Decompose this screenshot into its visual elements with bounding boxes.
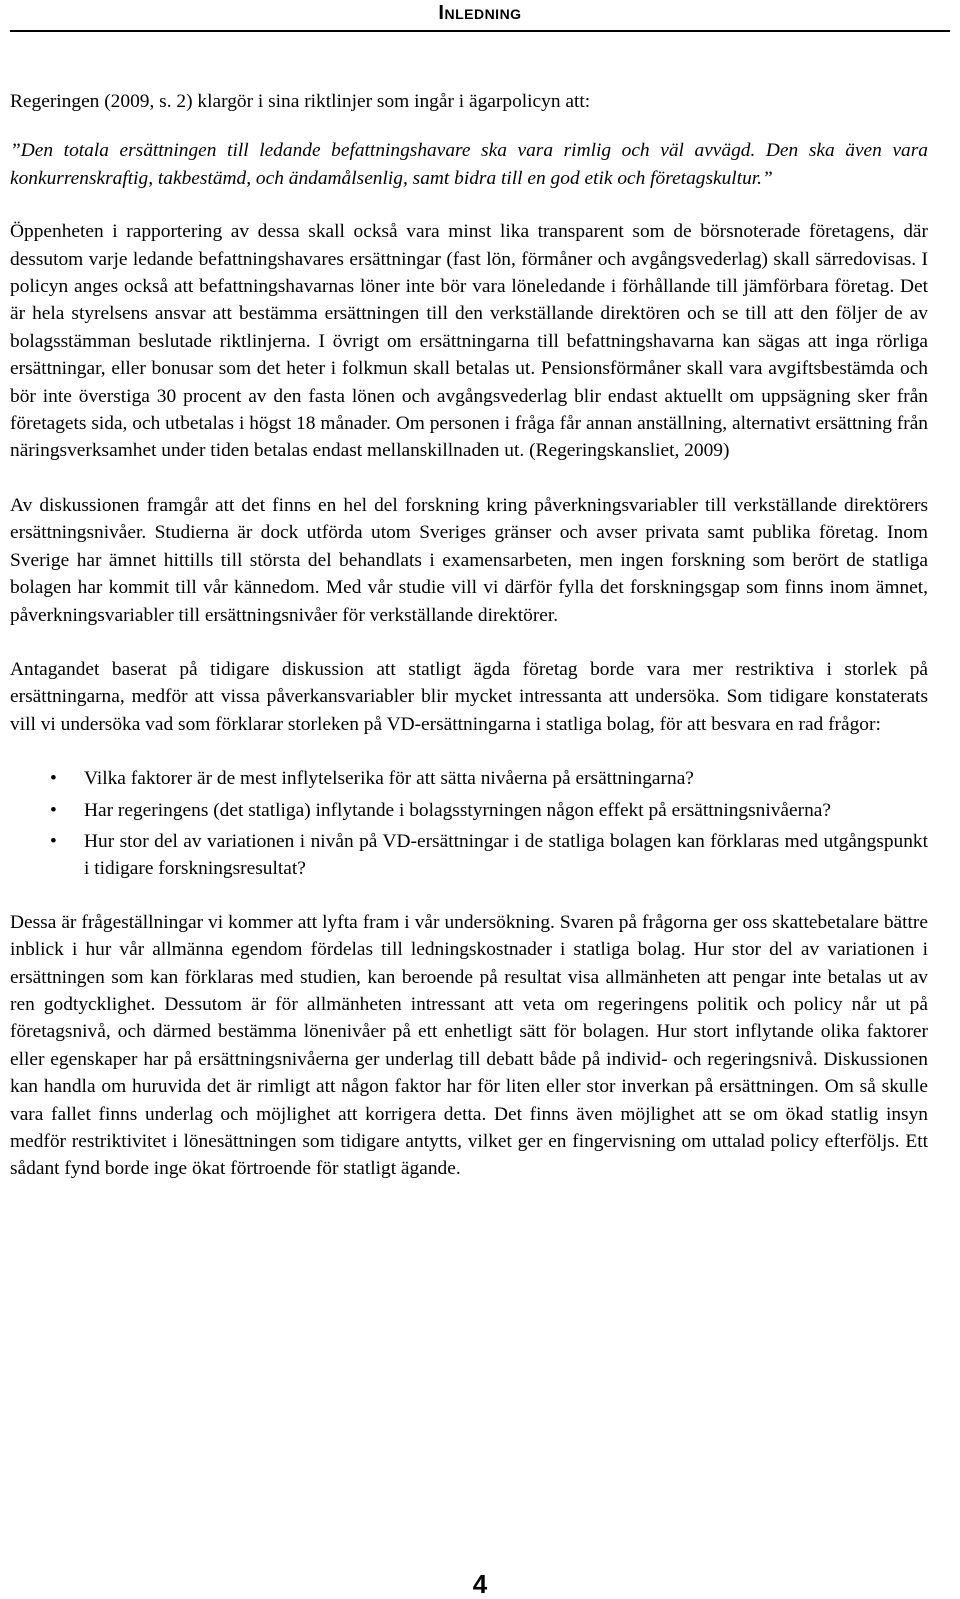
paragraph-conclusion: Dessa är frågeställningar vi kommer att lyfta fram i vår undersökning. Svaren på frågorna ger oss skattebetalare bättre inblick i hur vår allmänna egendom fördelas till ledningskostnader i statliga bolag. Hur stor del av variationen i ersättningen som kan förklaras med studien, kan beroende på resultat visa allmänheten att pengar inte betalas ut av ren godtycklighet. Dessutom är för allmänheten intressant att veta om regeringens politik och policy når ut på företagsnivå, och därmed bestämma lönenivåer på ett enhetligt sätt för bolagen. Hur stort inflytande olika faktorer eller egenskaper har på ersättningsnivåerna ger underlag till debatt både på individ- och regeringsnivå. Diskussionen kan handla om huruvida det är rimligt att någon faktor har för liten eller stor inverkan på ersättningen. Om så skulle vara fallet finns underlag och möjlighet att korrigera detta. Det finns även möjlighet att se om ökad statlig insyn medför restriktivitet i lönesättningen som tidigare antytts, vilket ger en fingervisning om uttalad policy efterföljs. Ett sådant fynd borde inge ökat förtroende för statligt ägande. [10,911,928,1180]
list-item [10,765,928,792]
paragraph-assumption: Antagandet baserat på tidigare diskussion att statligt ägda företag borde vara mer restriktiva i storlek på ersättningarna, medför att vissa påverkansvariabler blir mycket intressanta att undersöka. Som tidigare konstaterats vill vi undersöka vad som förklarar storleken på VD-ersättningarna i statliga bolag, för att besvara en rad frågor: [10,658,928,735]
question-text: Har regeringens (det statliga) inflytande i bolagsstyrningen någon effekt på ersättningsnivåerna? [84,799,832,821]
section-title: Inledning [438,2,522,24]
document-body [10,88,928,1210]
list-item [10,828,928,883]
page-header [0,0,960,36]
paragraph-research-gap: Av diskussionen framgår att det finns en hel del forskning kring påverkningsvariabler till verkställande direktörers ersättningsnivåer. Studierna är dock utförda utom Sveriges gränser och avser privata samt publika företag. Inom Sverige har ämnet hittills till största del behandlats i examensarbeten, men ingen forskning som berört de statliga bolagen har kommit till vår kännedom. Med vår studie vill vi därför fylla det forskningsgap som finns inom ämnet, påverkningsvariabler till ersättningsnivåer för verkställande direktörer. [10,494,928,626]
bullet-icon: • [50,768,57,790]
policy-quote: ”Den totala ersättningen till ledande befattningshavare ska vara rimlig och väl avvägd. Den ska även vara konkurrenskraftig, takbestämd, och ändamålsenlig, samt bidra till en god etik och företagskultur.” [10,140,928,189]
bullet-icon: • [50,799,57,821]
bullet-icon: • [50,830,57,852]
page-number: 4 [472,1569,488,1599]
research-questions-list [10,765,928,883]
intro-paragraph: Regeringen (2009, s. 2) klargör i sina riktlinjer som ingår i ägarpolicyn att: [10,91,591,112]
question-text: Vilka faktorer är de mest inflytelserika för att sätta nivåerna på ersättningarna? [84,768,694,790]
header-divider [10,30,950,32]
question-text: Hur stor del av variationen i nivån på VD-ersättningar i de statliga bolagen kan förklaras med utgångspunkt i tidigare forskningsresultat? [84,830,928,880]
list-item [10,797,928,824]
paragraph-policy-details: Öppenheten i rapportering av dessa skall också vara minst lika transparent som de börsnoterade företagens, där dessutom varje ledande befattningshavares ersättningar (fast lön, förmåner och avgångsvederlag) skall särredovisas. I policyn anges också att befattningshavarnas löner inte bör vara löneledande i förhållande till jämförbara företag. Det är hela styrelsens ansvar att bestämma ersättningen till den verkställande direktören och se till att den följer de av bolagsstämman beslutade riktlinjerna. I övrigt om ersättningarna till befattningshavarna kan sägas att inga rörliga ersättningar, eller bonusar som det heter i folkmun skall betalas ut. Pensionsförmåner skall vara avgiftsbestämda och bör inte överstiga 30 procent av den fasta lönen och avgångsvederlag blir endast aktuellt om uppsägning sker från företagets sida, och utbetalas i högst 18 månader. Om personen i fråga får annan anställning, alternativt ersättning från näringsverksamhet under tiden betalas endast mellanskillnaden ut. (Regeringskansliet, 2009) [10,221,928,462]
